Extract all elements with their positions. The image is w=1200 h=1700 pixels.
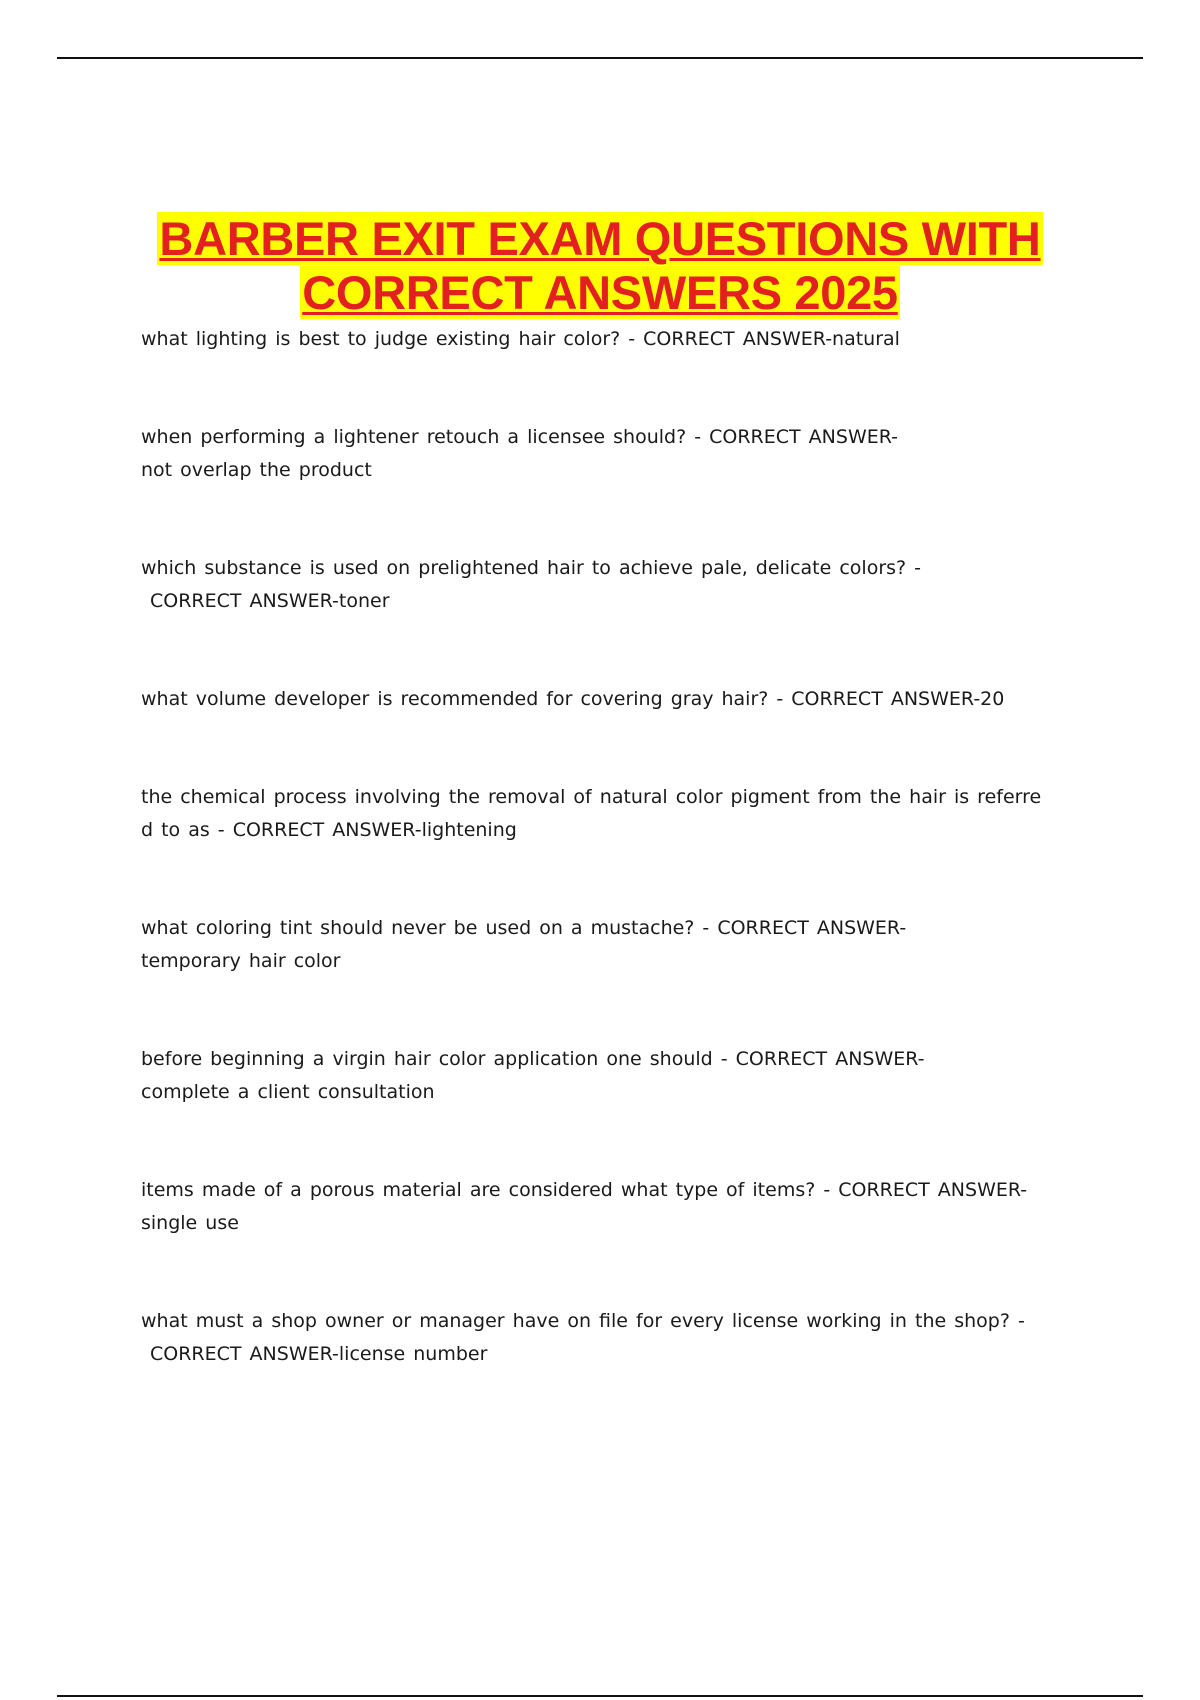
- qa-text: not overlap the product: [141, 459, 372, 481]
- qa-item-8: [141, 1174, 1061, 1240]
- qa-text: when performing a lightener retouch a licensee should? - CORRECT ANSWER-: [141, 426, 899, 448]
- qa-text: complete a client consultation: [141, 1081, 435, 1103]
- qa-text: CORRECT ANSWER-toner: [150, 590, 390, 612]
- qa-item-3: [141, 552, 1061, 618]
- header-rule: [57, 57, 1143, 59]
- qa-text: temporary hair color: [141, 950, 341, 972]
- qa-item-1: [141, 323, 1061, 356]
- qa-text: what must a shop owner or manager have on file for every license working in the shop? -: [141, 1310, 1025, 1332]
- qa-text: CORRECT ANSWER-license number: [150, 1343, 488, 1365]
- document-title: [100, 212, 1100, 320]
- qa-text: items made of a porous material are considered what type of items? - CORRECT ANSWER-: [141, 1179, 1028, 1201]
- qa-item-4: [141, 683, 1061, 716]
- qa-item-9: [141, 1305, 1061, 1371]
- footer-rule: [57, 1695, 1143, 1697]
- title-line-1: BARBER EXIT EXAM QUESTIONS WITH: [159, 212, 1041, 265]
- qa-text: what coloring tint should never be used on a mustache? - CORRECT ANSWER-: [141, 917, 907, 939]
- qa-text: single use: [141, 1212, 239, 1234]
- qa-item-5: [141, 781, 1061, 847]
- qa-item-6: [141, 912, 1061, 978]
- qa-text: before beginning a virgin hair color application one should - CORRECT ANSWER-: [141, 1048, 925, 1070]
- qa-text: what volume developer is recommended for covering gray hair? - CORRECT ANSWER-20: [141, 688, 1005, 710]
- qa-text: what lighting is best to judge existing hair color? - CORRECT ANSWER-natural: [141, 328, 900, 350]
- title-line-2: CORRECT ANSWERS 2025: [302, 266, 898, 319]
- qa-text: which substance is used on prelightened hair to achieve pale, delicate colors? -: [141, 557, 922, 579]
- qa-text: the chemical process involving the removal of natural color pigment from the hair is referre: [141, 786, 1042, 808]
- qa-item-7: [141, 1043, 1061, 1109]
- qa-item-2: [141, 421, 1061, 487]
- qa-text: d to as - CORRECT ANSWER-lightening: [141, 819, 517, 841]
